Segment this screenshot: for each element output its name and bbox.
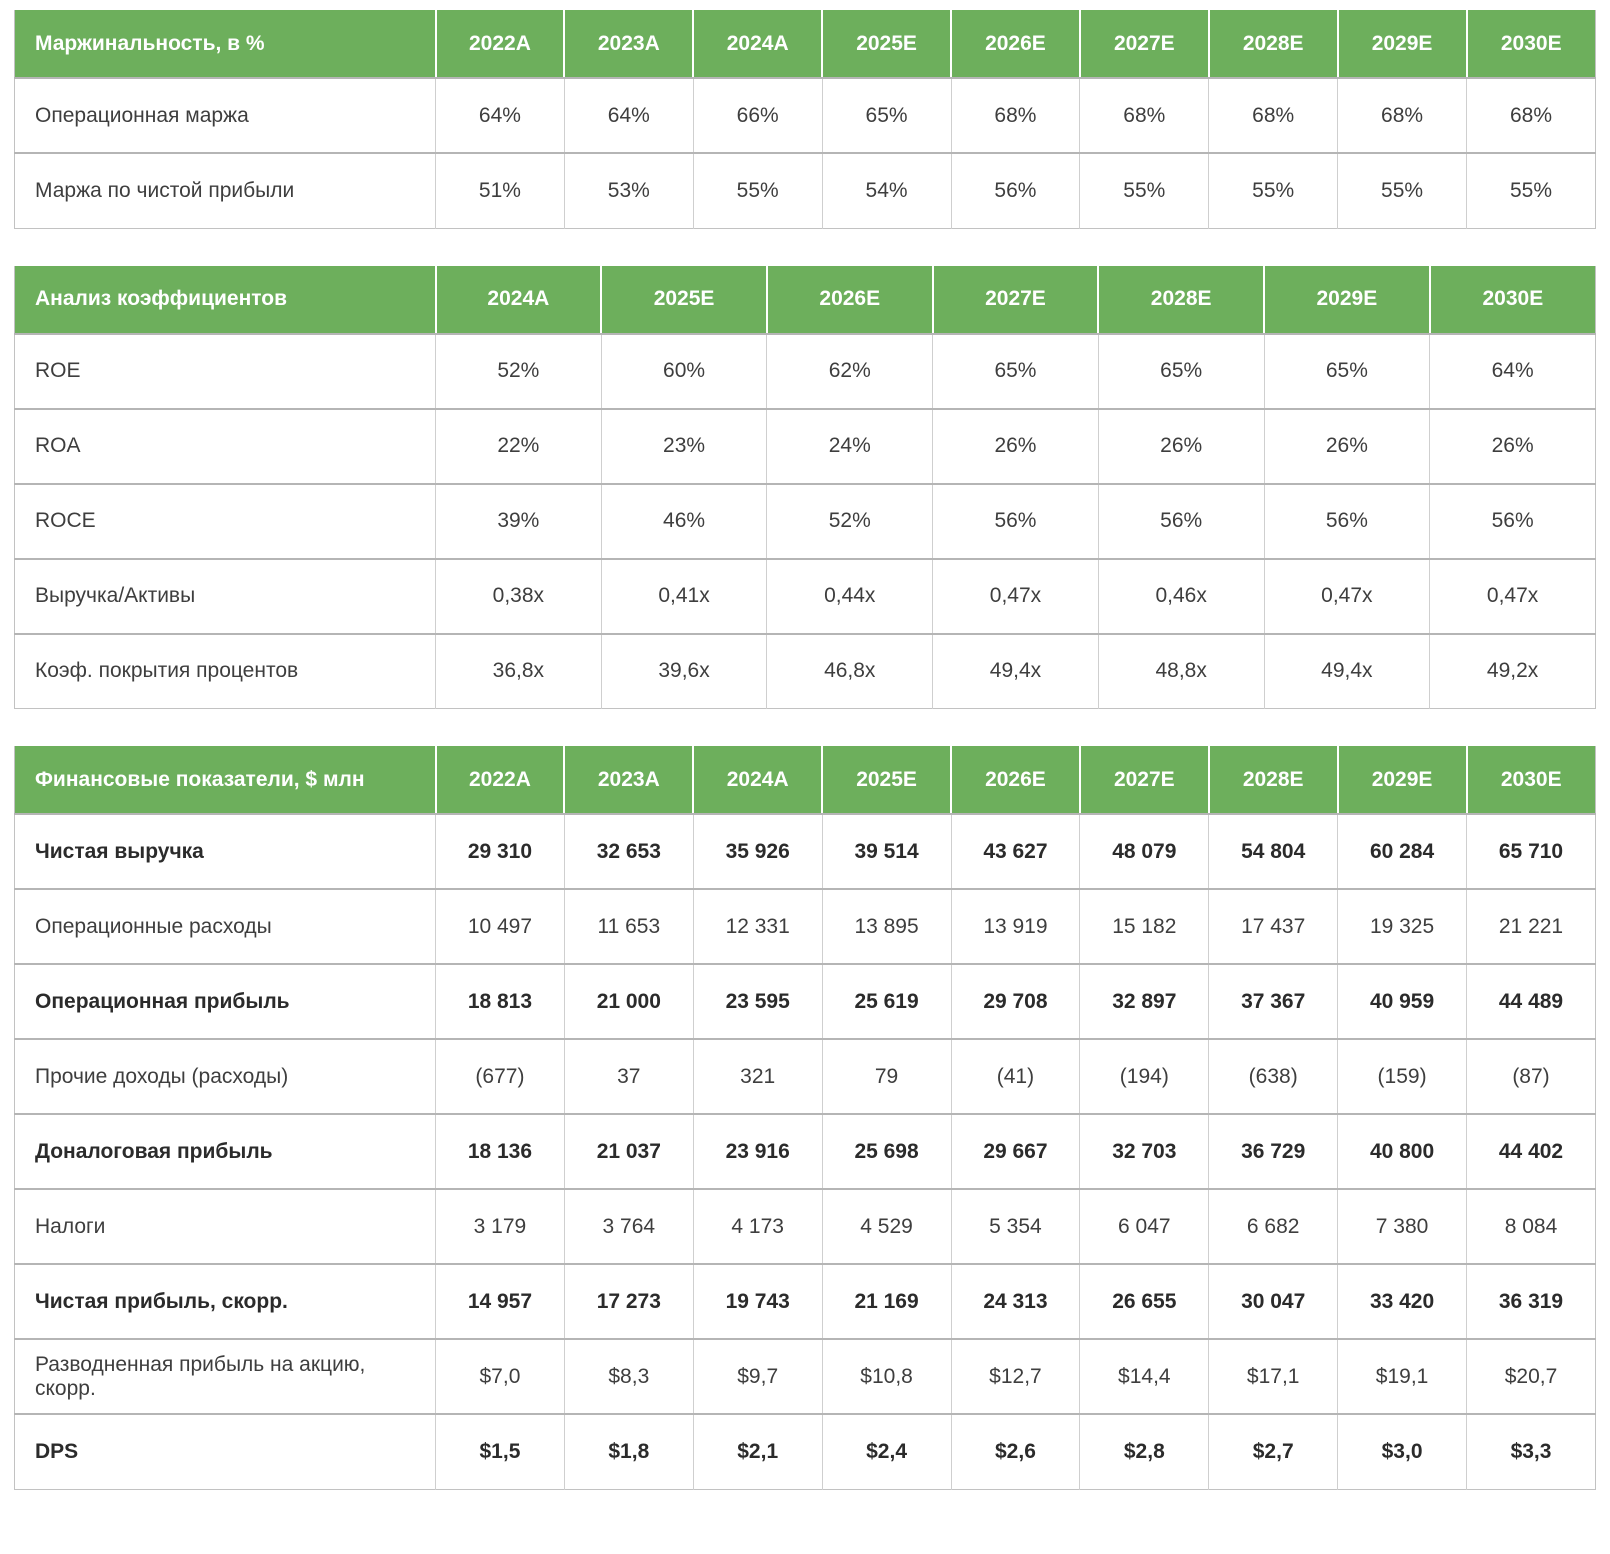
cell-value: 35 926 bbox=[693, 814, 822, 889]
ratios-table bbox=[14, 266, 1596, 710]
cell-value: 4 173 bbox=[693, 1189, 822, 1264]
cell-value: 26% bbox=[1098, 409, 1264, 484]
cell-value: 17 273 bbox=[564, 1264, 693, 1339]
row-label: Маржа по чистой прибыли bbox=[15, 153, 436, 228]
cell-value: $17,1 bbox=[1209, 1339, 1338, 1414]
column-header-2024a: 2024A bbox=[436, 266, 602, 334]
cell-value: 0,46x bbox=[1098, 559, 1264, 634]
cell-value: $2,8 bbox=[1080, 1414, 1209, 1489]
cell-value: 29 667 bbox=[951, 1114, 1080, 1189]
cell-value: 17 437 bbox=[1209, 889, 1338, 964]
table-row bbox=[15, 1414, 1596, 1489]
cell-value: 49,4x bbox=[1264, 634, 1430, 709]
cell-value: 64% bbox=[1430, 334, 1596, 409]
table-row bbox=[15, 964, 1596, 1039]
cell-value: 43 627 bbox=[951, 814, 1080, 889]
cell-value: 54% bbox=[822, 153, 951, 228]
table-row bbox=[15, 409, 1596, 484]
cell-value: 0,41x bbox=[601, 559, 767, 634]
row-label: ROA bbox=[15, 409, 436, 484]
cell-value: $12,7 bbox=[951, 1339, 1080, 1414]
table-row bbox=[15, 484, 1596, 559]
cell-value: 55% bbox=[1338, 153, 1467, 228]
row-label: Чистая прибыль, скорр. bbox=[15, 1264, 436, 1339]
cell-value: $14,4 bbox=[1080, 1339, 1209, 1414]
cell-value: 32 703 bbox=[1080, 1114, 1209, 1189]
cell-value: 55% bbox=[1467, 153, 1596, 228]
cell-value: 49,2x bbox=[1430, 634, 1596, 709]
cell-value: 64% bbox=[564, 78, 693, 153]
column-header-2027e: 2027E bbox=[933, 266, 1099, 334]
cell-value: 68% bbox=[1209, 78, 1338, 153]
cell-value: 5 354 bbox=[951, 1189, 1080, 1264]
table-row bbox=[15, 1039, 1596, 1114]
header-row bbox=[15, 10, 1596, 78]
row-label: Операционная прибыль bbox=[15, 964, 436, 1039]
cell-value: 13 895 bbox=[822, 889, 951, 964]
cell-value: 33 420 bbox=[1338, 1264, 1467, 1339]
cell-value: 10 497 bbox=[436, 889, 565, 964]
table-row bbox=[15, 814, 1596, 889]
cell-value: 66% bbox=[693, 78, 822, 153]
cell-value: 0,47x bbox=[933, 559, 1099, 634]
row-label: Операционная маржа bbox=[15, 78, 436, 153]
cell-value: (87) bbox=[1467, 1039, 1596, 1114]
row-label: Выручка/Активы bbox=[15, 559, 436, 634]
cell-value: (677) bbox=[436, 1039, 565, 1114]
column-header-2023a: 2023A bbox=[564, 10, 693, 78]
column-header-2026e: 2026E bbox=[951, 746, 1080, 814]
column-header-2029e: 2029E bbox=[1264, 266, 1430, 334]
cell-value: (159) bbox=[1338, 1039, 1467, 1114]
column-header-2028e: 2028E bbox=[1098, 266, 1264, 334]
cell-value: $2,4 bbox=[822, 1414, 951, 1489]
cell-value: 56% bbox=[1098, 484, 1264, 559]
financials-table bbox=[14, 746, 1596, 1490]
cell-value: 36 319 bbox=[1467, 1264, 1596, 1339]
table-title: Анализ коэффициентов bbox=[15, 266, 436, 334]
cell-value: 4 529 bbox=[822, 1189, 951, 1264]
cell-value: 0,47x bbox=[1430, 559, 1596, 634]
cell-value: 21 169 bbox=[822, 1264, 951, 1339]
row-label: Чистая выручка bbox=[15, 814, 436, 889]
column-header-2024a: 2024A bbox=[693, 10, 822, 78]
cell-value: 0,38x bbox=[436, 559, 602, 634]
cell-value: 39,6x bbox=[601, 634, 767, 709]
column-header-2029e: 2029E bbox=[1338, 746, 1467, 814]
cell-value: 39% bbox=[436, 484, 602, 559]
cell-value: 15 182 bbox=[1080, 889, 1209, 964]
cell-value: 18 136 bbox=[436, 1114, 565, 1189]
column-header-2026e: 2026E bbox=[767, 266, 933, 334]
row-label: Коэф. покрытия процентов bbox=[15, 634, 436, 709]
cell-value: 56% bbox=[1264, 484, 1430, 559]
cell-value: 19 743 bbox=[693, 1264, 822, 1339]
cell-value: 68% bbox=[1080, 78, 1209, 153]
row-label: Разводненная прибыль на акцию, скорр. bbox=[15, 1339, 436, 1414]
cell-value: 60% bbox=[601, 334, 767, 409]
cell-value: 26% bbox=[1264, 409, 1430, 484]
header-row bbox=[15, 266, 1596, 334]
cell-value: 321 bbox=[693, 1039, 822, 1114]
table-row bbox=[15, 1114, 1596, 1189]
cell-value: 68% bbox=[1467, 78, 1596, 153]
column-header-2026e: 2026E bbox=[951, 10, 1080, 78]
table-row bbox=[15, 889, 1596, 964]
cell-value: 48,8x bbox=[1098, 634, 1264, 709]
cell-value: 40 959 bbox=[1338, 964, 1467, 1039]
table-title: Маржинальность, в % bbox=[15, 10, 436, 78]
column-header-2030e: 2030E bbox=[1467, 10, 1596, 78]
column-header-2024a: 2024A bbox=[693, 746, 822, 814]
column-header-2027e: 2027E bbox=[1080, 10, 1209, 78]
cell-value: 21 221 bbox=[1467, 889, 1596, 964]
cell-value: (41) bbox=[951, 1039, 1080, 1114]
cell-value: 18 813 bbox=[436, 964, 565, 1039]
cell-value: 65% bbox=[1264, 334, 1430, 409]
cell-value: 36 729 bbox=[1209, 1114, 1338, 1189]
cell-value: 65 710 bbox=[1467, 814, 1596, 889]
cell-value: $2,1 bbox=[693, 1414, 822, 1489]
cell-value: 56% bbox=[951, 153, 1080, 228]
cell-value: 13 919 bbox=[951, 889, 1080, 964]
column-header-2022a: 2022A bbox=[436, 10, 565, 78]
cell-value: 62% bbox=[767, 334, 933, 409]
column-header-2022a: 2022A bbox=[436, 746, 565, 814]
cell-value: $7,0 bbox=[436, 1339, 565, 1414]
cell-value: 44 402 bbox=[1467, 1114, 1596, 1189]
cell-value: $2,6 bbox=[951, 1414, 1080, 1489]
cell-value: 52% bbox=[767, 484, 933, 559]
cell-value: 37 bbox=[564, 1039, 693, 1114]
cell-value: $3,3 bbox=[1467, 1414, 1596, 1489]
cell-value: 68% bbox=[1338, 78, 1467, 153]
cell-value: (194) bbox=[1080, 1039, 1209, 1114]
cell-value: 44 489 bbox=[1467, 964, 1596, 1039]
table-row bbox=[15, 78, 1596, 153]
cell-value: $1,5 bbox=[436, 1414, 565, 1489]
table-row bbox=[15, 153, 1596, 228]
cell-value: 32 653 bbox=[564, 814, 693, 889]
cell-value: 29 310 bbox=[436, 814, 565, 889]
cell-value: 6 047 bbox=[1080, 1189, 1209, 1264]
cell-value: 24% bbox=[767, 409, 933, 484]
column-header-2029e: 2029E bbox=[1338, 10, 1467, 78]
cell-value: 24 313 bbox=[951, 1264, 1080, 1339]
cell-value: 68% bbox=[951, 78, 1080, 153]
cell-value: 36,8x bbox=[436, 634, 602, 709]
cell-value: 65% bbox=[1098, 334, 1264, 409]
cell-value: 79 bbox=[822, 1039, 951, 1114]
row-label: Доналоговая прибыль bbox=[15, 1114, 436, 1189]
cell-value: 65% bbox=[933, 334, 1099, 409]
cell-value: 40 800 bbox=[1338, 1114, 1467, 1189]
margins-table bbox=[14, 10, 1596, 229]
cell-value: (638) bbox=[1209, 1039, 1338, 1114]
cell-value: 55% bbox=[1209, 153, 1338, 228]
cell-value: 52% bbox=[436, 334, 602, 409]
cell-value: 30 047 bbox=[1209, 1264, 1338, 1339]
cell-value: 64% bbox=[436, 78, 565, 153]
cell-value: 32 897 bbox=[1080, 964, 1209, 1039]
column-header-2023a: 2023A bbox=[564, 746, 693, 814]
column-header-2030e: 2030E bbox=[1430, 266, 1596, 334]
column-header-2025e: 2025E bbox=[601, 266, 767, 334]
cell-value: 55% bbox=[1080, 153, 1209, 228]
cell-value: 23 916 bbox=[693, 1114, 822, 1189]
cell-value: 51% bbox=[436, 153, 565, 228]
cell-value: $1,8 bbox=[564, 1414, 693, 1489]
row-label: ROCE bbox=[15, 484, 436, 559]
table-row bbox=[15, 1264, 1596, 1339]
cell-value: 7 380 bbox=[1338, 1189, 1467, 1264]
cell-value: 3 179 bbox=[436, 1189, 565, 1264]
cell-value: 11 653 bbox=[564, 889, 693, 964]
cell-value: 6 682 bbox=[1209, 1189, 1338, 1264]
table-row bbox=[15, 1189, 1596, 1264]
cell-value: 60 284 bbox=[1338, 814, 1467, 889]
cell-value: 21 000 bbox=[564, 964, 693, 1039]
cell-value: 56% bbox=[1430, 484, 1596, 559]
table-row bbox=[15, 1339, 1596, 1414]
table-row bbox=[15, 334, 1596, 409]
table-row bbox=[15, 559, 1596, 634]
column-header-2030e: 2030E bbox=[1467, 746, 1596, 814]
cell-value: 19 325 bbox=[1338, 889, 1467, 964]
cell-value: 55% bbox=[693, 153, 822, 228]
header-row bbox=[15, 746, 1596, 814]
row-label: DPS bbox=[15, 1414, 436, 1489]
cell-value: 22% bbox=[436, 409, 602, 484]
cell-value: $8,3 bbox=[564, 1339, 693, 1414]
row-label: ROE bbox=[15, 334, 436, 409]
row-label: Операционные расходы bbox=[15, 889, 436, 964]
cell-value: $19,1 bbox=[1338, 1339, 1467, 1414]
cell-value: 12 331 bbox=[693, 889, 822, 964]
cell-value: 37 367 bbox=[1209, 964, 1338, 1039]
cell-value: 3 764 bbox=[564, 1189, 693, 1264]
cell-value: 0,44x bbox=[767, 559, 933, 634]
cell-value: 25 698 bbox=[822, 1114, 951, 1189]
cell-value: $10,8 bbox=[822, 1339, 951, 1414]
table-title: Финансовые показатели, $ млн bbox=[15, 746, 436, 814]
column-header-2027e: 2027E bbox=[1080, 746, 1209, 814]
cell-value: 29 708 bbox=[951, 964, 1080, 1039]
cell-value: 14 957 bbox=[436, 1264, 565, 1339]
cell-value: 53% bbox=[564, 153, 693, 228]
cell-value: 54 804 bbox=[1209, 814, 1338, 889]
column-header-2028e: 2028E bbox=[1209, 746, 1338, 814]
cell-value: 23% bbox=[601, 409, 767, 484]
cell-value: 46% bbox=[601, 484, 767, 559]
cell-value: 49,4x bbox=[933, 634, 1099, 709]
row-label: Налоги bbox=[15, 1189, 436, 1264]
cell-value: 0,47x bbox=[1264, 559, 1430, 634]
table-row bbox=[15, 634, 1596, 709]
column-header-2025e: 2025E bbox=[822, 746, 951, 814]
cell-value: 25 619 bbox=[822, 964, 951, 1039]
cell-value: 48 079 bbox=[1080, 814, 1209, 889]
cell-value: 21 037 bbox=[564, 1114, 693, 1189]
cell-value: 26% bbox=[1430, 409, 1596, 484]
column-header-2025e: 2025E bbox=[822, 10, 951, 78]
cell-value: $9,7 bbox=[693, 1339, 822, 1414]
cell-value: $2,7 bbox=[1209, 1414, 1338, 1489]
cell-value: $3,0 bbox=[1338, 1414, 1467, 1489]
cell-value: 26% bbox=[933, 409, 1099, 484]
cell-value: 26 655 bbox=[1080, 1264, 1209, 1339]
cell-value: 46,8x bbox=[767, 634, 933, 709]
cell-value: 8 084 bbox=[1467, 1189, 1596, 1264]
cell-value: 23 595 bbox=[693, 964, 822, 1039]
column-header-2028e: 2028E bbox=[1209, 10, 1338, 78]
cell-value: $20,7 bbox=[1467, 1339, 1596, 1414]
row-label: Прочие доходы (расходы) bbox=[15, 1039, 436, 1114]
cell-value: 56% bbox=[933, 484, 1099, 559]
cell-value: 65% bbox=[822, 78, 951, 153]
cell-value: 39 514 bbox=[822, 814, 951, 889]
